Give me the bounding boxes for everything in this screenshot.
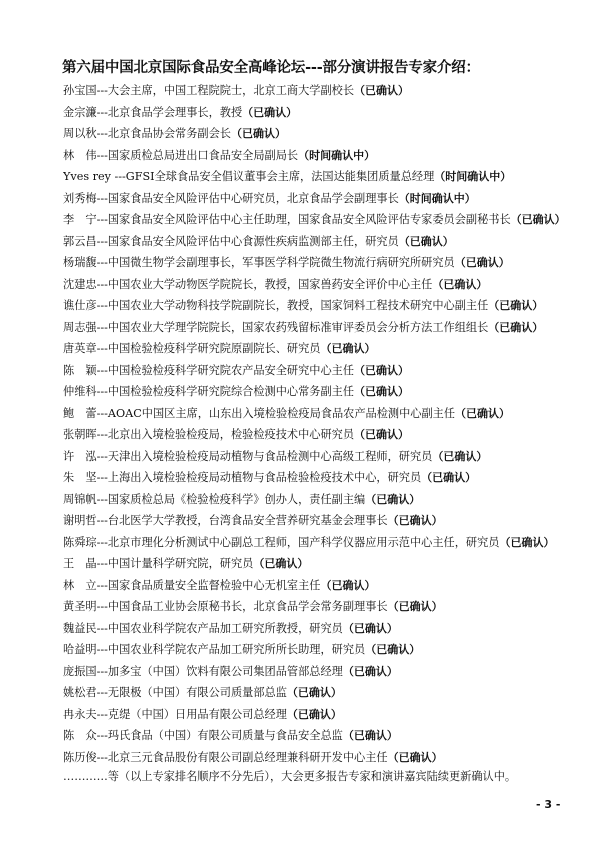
expert-entry xyxy=(63,317,583,339)
expert-entry xyxy=(63,489,583,511)
expert-entry xyxy=(63,166,583,188)
expert-entry xyxy=(63,596,583,618)
expert-text: 周锦帆---国家质检总局《检验检疫科学》创办人，责任副主编 xyxy=(63,492,366,506)
confirmation-status: （已确认） xyxy=(510,213,566,226)
expert-entry xyxy=(63,252,583,274)
expert-list xyxy=(63,80,583,768)
confirmation-status: （已确认） xyxy=(286,707,342,721)
confirmation-status: （已确认） xyxy=(455,406,511,420)
expert-entry xyxy=(63,704,583,726)
expert-text: Yves rey ---GFSI全球食品安全倡议董事会主席，法国达能集团质量总经理 xyxy=(63,170,435,183)
expert-entry xyxy=(63,381,583,403)
confirmation-status: （已确认） xyxy=(488,299,544,312)
footer-note: …………等（以上专家排名顺序不分先后），大会更多报告专家和演讲嘉宾陆续更新确认中。 xyxy=(63,770,517,783)
confirmation-status: （已确认） xyxy=(387,750,443,764)
expert-entry xyxy=(63,424,583,446)
confirmation-status: （已确认） xyxy=(398,234,454,248)
confirmation-status: （已确认） xyxy=(354,385,410,398)
confirmation-status: （已确认） xyxy=(387,600,443,613)
expert-text: 谢明哲---台北医学大学教授，台湾食品安全营养研究基金会理事长 xyxy=(63,514,388,527)
expert-entry xyxy=(63,338,583,360)
confirmation-status: （已确认） xyxy=(354,428,410,441)
page-number: - 3 - xyxy=(536,798,561,811)
expert-text: 周以秋---北京食品协会常务副会长 xyxy=(63,127,231,140)
confirmation-status: （已确认） xyxy=(354,84,410,97)
expert-entry xyxy=(63,467,583,489)
confirmation-status: （已确认） xyxy=(242,105,298,119)
expert-text: 刘秀梅---国家食品安全风险评估中心研究员，北京食品学会副理事长 xyxy=(63,191,399,205)
expert-text: 王 晶---中国计量科学研究院，研究员 xyxy=(63,557,254,570)
expert-text: 孙宝国---大会主席，中国工程院院士，北京工商大学副校长 xyxy=(63,84,355,97)
expert-entry xyxy=(63,747,583,769)
expert-entry xyxy=(63,231,583,253)
confirmation-status: （已确认） xyxy=(387,514,443,527)
expert-text: 陈舜琮---北京市理化分析测试中心副总工程师，国产科学仪器应用示范中心主任，研究员 xyxy=(63,535,500,549)
expert-entry xyxy=(63,532,583,554)
expert-text: 陈 众---玛氏食品（中国）有限公司质量与食品安全总监 xyxy=(63,729,343,742)
confirmation-status: （已确认） xyxy=(365,643,421,656)
confirmation-status: （已确认） xyxy=(499,535,555,549)
confirmation-status: （时间确认中） xyxy=(434,170,512,183)
expert-text: 杨瑞馥---中国微生物学会副理事长，军事医学科学院微生物流行病研究所研究员 xyxy=(63,256,455,269)
confirmation-status: （已确认） xyxy=(342,621,398,635)
confirmation-status: （已确认） xyxy=(432,449,488,463)
expert-entry xyxy=(63,618,583,640)
expert-entry xyxy=(63,274,583,296)
expert-entry xyxy=(63,102,583,124)
expert-text: 张朝晖---北京出入境检验检疫局，检验检疫技术中心研究员 xyxy=(63,428,355,441)
expert-text: 金宗濂---北京食品学会理事长，教授 xyxy=(63,105,243,119)
expert-text: 陈 颖---中国检验检疫科学研究院农产品安全研究中心主任 xyxy=(63,363,355,377)
expert-text: 周志强---中国农业大学理学院院长，国家农药残留标准审评委员会分析方法工作组组长 xyxy=(63,320,489,334)
expert-text: 唐英章---中国检验检疫科学研究院原副院长、研究员 xyxy=(63,342,321,355)
confirmation-status: （已确认） xyxy=(342,664,398,678)
confirmation-status: （已确认） xyxy=(432,277,488,291)
expert-entry xyxy=(63,403,583,425)
confirmation-status: （已确认） xyxy=(342,729,398,742)
confirmation-status: （已确认） xyxy=(454,256,510,269)
expert-text: 陈历俊---北京三元食品股份有限公司副总经理兼科研开发中心主任 xyxy=(63,750,388,764)
expert-entry xyxy=(63,725,583,747)
confirmation-status: （已确认） xyxy=(253,557,309,570)
confirmation-status: （已确认） xyxy=(320,342,376,355)
confirmation-status: （已确认） xyxy=(354,363,410,377)
expert-text: 鲍 蕾---AOAC中国区主席，山东出入境检验检疫局食品农产品检测中心副主任 xyxy=(63,406,456,420)
expert-text: 许 泓---天津出入境检验检疫局动植物与食品检测中心高级工程师，研究员 xyxy=(63,449,433,463)
expert-text: 林 立---国家食品质量安全监督检验中心无机室主任 xyxy=(63,578,321,592)
expert-entry xyxy=(63,188,583,210)
expert-text: 哈益明---中国农业科学院农产品加工研究所所长助理，研究员 xyxy=(63,643,366,656)
expert-entry xyxy=(63,80,583,102)
expert-text: 林 伟---国家质检总局进出口食品安全局副局长 xyxy=(63,148,299,162)
expert-text: 姚松君---无限极（中国）有限公司质量部总监 xyxy=(63,686,287,699)
expert-text: 沈建忠---中国农业大学动物医学院院长，教授，国家兽药安全评价中心主任 xyxy=(63,277,433,291)
expert-entry xyxy=(63,145,583,167)
expert-text: 仲维科---中国检验检疫科学研究院综合检测中心常务副主任 xyxy=(63,385,355,398)
expert-text: 魏益民---中国农业科学院农产品加工研究所教授，研究员 xyxy=(63,621,343,635)
expert-entry xyxy=(63,661,583,683)
expert-text: 黄圣明---中国食品工业协会原秘书长，北京食品学会常务副理事长 xyxy=(63,600,388,613)
confirmation-status: （已确认） xyxy=(230,127,286,140)
expert-entry xyxy=(63,682,583,704)
expert-entry xyxy=(63,446,583,468)
confirmation-status: （已确认） xyxy=(320,578,376,592)
expert-entry xyxy=(63,295,583,317)
expert-text: 庞振国---加多宝（中国）饮料有限公司集团品管部总经理 xyxy=(63,664,343,678)
expert-entry xyxy=(63,639,583,661)
expert-text: 朱 坚---上海出入境检验检疫局动植物与食品检验检疫技术中心，研究员 xyxy=(63,471,422,484)
expert-text: 郭云昌---国家食品安全风险评估中心食源性疾病监测部主任，研究员 xyxy=(63,234,399,248)
expert-entry xyxy=(63,209,583,231)
expert-text: 冉永夫---克缇（中国）日用品有限公司总经理 xyxy=(63,707,287,721)
expert-entry xyxy=(63,123,583,145)
expert-text: 谯仕彦---中国农业大学动物科技学院副院长，教授，国家饲料工程技术研究中心副主任 xyxy=(63,299,489,312)
page-title: 第六届中国北京国际食品安全高峰论坛---部分演讲报告专家介绍： xyxy=(62,60,480,76)
expert-text: 李 宁---国家食品安全风险评估中心主任助理，国家食品安全风险评估专家委员会副秘书长 xyxy=(63,213,511,226)
expert-entry xyxy=(63,575,583,597)
confirmation-status: （时间确认中） xyxy=(398,191,476,205)
expert-entry xyxy=(63,553,583,575)
expert-entry xyxy=(63,360,583,382)
confirmation-status: （已确认） xyxy=(421,471,477,484)
confirmation-status: （已确认） xyxy=(286,686,342,699)
confirmation-status: （已确认） xyxy=(365,492,421,506)
confirmation-status: （已确认） xyxy=(488,320,544,334)
confirmation-status: （时间确认中） xyxy=(298,148,376,162)
expert-entry xyxy=(63,510,583,532)
